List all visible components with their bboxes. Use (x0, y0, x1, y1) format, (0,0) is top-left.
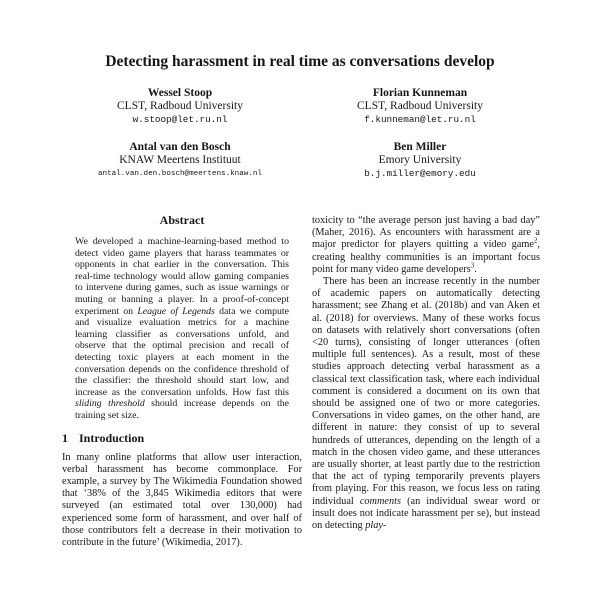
italic-phrase-players: play- (365, 520, 387, 532)
author-affiliation: CLST, Radboud University (117, 100, 243, 112)
introduction-paragraph (62, 452, 302, 550)
left-column (62, 211, 302, 600)
section-title: Introduction (79, 430, 145, 445)
abstract-text-segment: We developed a machine-learning-based method to detect video game players that harass teammates or opponents in chat earlier in the conversation. This real-time technology would allow gaming companies to intervene during games, such as issue warnings or muting or banning a player. In a proof-of-concept experiment on (75, 236, 289, 317)
author-name: Antal van den Bosch (129, 141, 231, 153)
body-text-segment: , creating healthy communities is an important focus point for many video game developers (312, 239, 540, 275)
section-number: 1 (62, 430, 68, 445)
body-text-segment: There has been an increase recently in the number of academic papers on automatically detecting harassment; see Zhang et al. (2018b) and van Aken et al. (2018) for overviews. Many of these works focus on datasets with relatively short conversations (often <20 turns), consisting of longer utterances (often multiple full sentences). As a result, most of these studies approach detecting verbal harassment as a classical text classification task, where each individual comment is considered a document on its own that should be assigned one of two or more categories. Conversations in video games, on the other hand, are different in nature: they consist of up to several hundreds of utterances, depending on the length of a match in the chosen video game, and these utterances are usually shorter, at least partly due to the restriction that the act of typing temporarily prevents players from playing. For this reason, we focus less on rating individual (312, 276, 540, 507)
abstract-text-segment: data we compute and visualize evaluation metrics for a machine learning classifier as conversations unfold, and observe that the optimal precision and recall of detecting toxic players at each moment in the conversation depends on the confidence threshold of the classifier: the threshold should start low, and increase as the conversation unfolds. How fast this (75, 305, 290, 398)
body-text-segment: In many online platforms that allow user interaction, verbal harassment has become commonplace. For example, a survey by The Wikimedia Foundation showed that ‘38% of the 3,845 Wikimedia editors that were surveyed (an estimated total over 130,000) had experienced some form of harassment, and over half of those contributors felt a decrease in their motivation to contribute in the future’ (Wikimedia, 2017). (62, 451, 302, 548)
author-affiliation: Emory University (378, 154, 462, 166)
right-column-paragraph-1 (312, 215, 540, 276)
section-heading-introduction (62, 431, 302, 445)
italic-phrase-comments: comments (359, 495, 402, 507)
author-email: b.j.miller@emory.edu (364, 168, 476, 179)
author-florian-kunneman (300, 87, 540, 126)
author-block-row-2 (60, 141, 540, 180)
author-name: Wessel Stoop (147, 87, 213, 99)
author-email: f.kunneman@let.ru.nl (364, 114, 476, 125)
footnote-marker-2: 2 (533, 236, 538, 245)
author-block-row-1 (60, 87, 540, 126)
abstract-heading: Abstract (159, 213, 205, 227)
abstract-text-segment: should increase depends on the training set size. (75, 398, 289, 421)
author-email: w.stoop@let.ru.nl (132, 114, 228, 125)
body-text-segment: (an individual swear word or insult does not indicate harassment per se), but instead on detecting (312, 495, 540, 532)
author-email: antal.van.den.bosch@meertens.knaw.nl (97, 170, 263, 178)
body-text-segment: . (474, 263, 477, 275)
author-wessel-stoop (60, 87, 300, 126)
author-antal-van-den-bosch (60, 141, 300, 180)
italic-phrase-sliding-threshold: sliding threshold (75, 398, 145, 410)
author-affiliation: CLST, Radboud University (357, 100, 483, 112)
author-name: Ben Miller (393, 141, 447, 153)
right-column (312, 211, 540, 600)
abstract-paragraph (75, 236, 289, 422)
footnote-marker-3: 3 (470, 261, 475, 270)
body-text-segment: toxicity to “the average person just having a bad day” (Maher, 2016). As encounters with harassment are a major predictor for players quitting a video game (312, 215, 540, 251)
author-affiliation: KNAW Meertens Instituut (119, 154, 241, 166)
paper-title: Detecting harassment in real time as conversations develop (105, 53, 495, 70)
author-name: Florian Kunneman (372, 87, 468, 99)
right-column-paragraph-2 (312, 276, 540, 532)
author-ben-miller (300, 141, 540, 180)
italic-phrase-league-of-legends: League of Legends (137, 305, 215, 317)
